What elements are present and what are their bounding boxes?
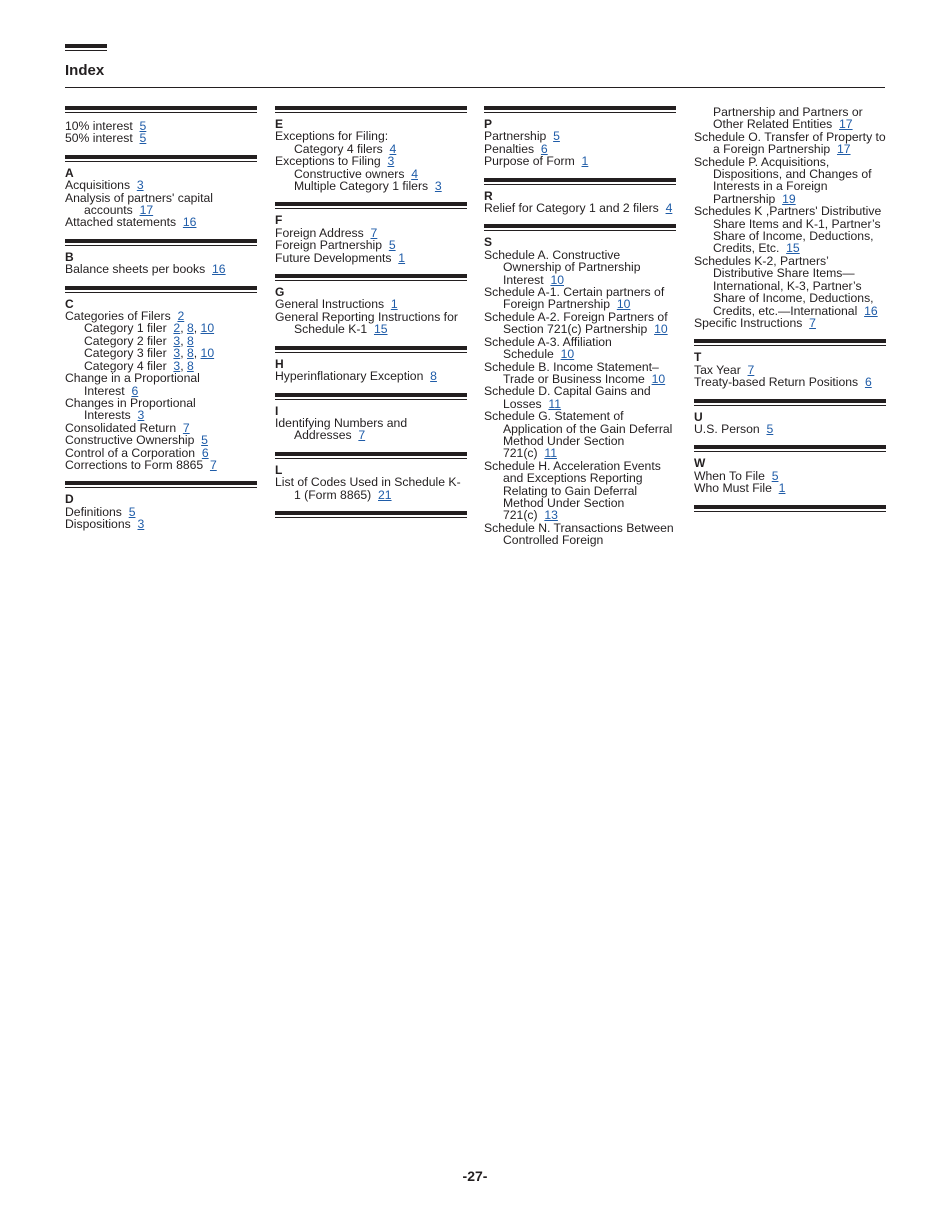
page-link[interactable]: 3 xyxy=(173,333,181,348)
page-link[interactable]: 5 xyxy=(388,238,396,253)
page-link[interactable]: 21 xyxy=(378,487,392,502)
page-link[interactable]: 3 xyxy=(173,346,181,361)
index-section-l xyxy=(275,452,467,501)
index-entry xyxy=(694,205,886,255)
entry-label: Identifying Numbers and Addresses xyxy=(275,415,408,443)
page-link[interactable]: 5 xyxy=(139,119,147,133)
page-link[interactable]: 8 xyxy=(186,333,194,348)
section-letter: A xyxy=(65,165,74,180)
page-link[interactable]: 13 xyxy=(544,508,558,523)
page-link[interactable]: 17 xyxy=(836,142,851,157)
page-link[interactable]: 1 xyxy=(390,297,398,312)
entry-label: Schedule A. Constructive Ownership of Partnership Interest xyxy=(484,247,641,287)
index-section-h xyxy=(275,346,467,383)
page-link[interactable]: 16 xyxy=(864,303,878,318)
column-end-rule xyxy=(694,505,886,512)
page-link[interactable]: 4 xyxy=(665,201,673,216)
section-letter: E xyxy=(275,117,284,131)
index-section-p xyxy=(484,106,676,168)
entry-label: Who Must File xyxy=(694,481,772,496)
page-link[interactable]: 7 xyxy=(370,225,378,240)
index-entry xyxy=(65,518,257,530)
page-link[interactable]: 11 xyxy=(544,446,557,461)
entry-label: Attached statements xyxy=(65,215,177,230)
page-link[interactable]: 1 xyxy=(398,250,406,265)
entry-label: Acquisitions xyxy=(65,178,131,193)
section-letter: B xyxy=(65,249,74,264)
entry-label: Schedule A-2. Foreign Partners of Section 721(c) Partnership xyxy=(484,309,668,337)
section-rule xyxy=(275,346,467,353)
page-link[interactable]: 8 xyxy=(186,321,194,336)
page-link[interactable]: 10 xyxy=(654,322,668,337)
entry-label: Tax Year xyxy=(694,362,741,377)
page-link[interactable]: 5 xyxy=(139,131,147,146)
title-rule xyxy=(65,87,885,88)
page-link[interactable]: 1 xyxy=(581,154,589,169)
entry-label: Schedule P. Acquisitions, Dispositions, and Changes of Interests in a Foreign Partnership xyxy=(694,154,872,206)
page-link[interactable]: 5 xyxy=(766,421,774,436)
entry-label: Schedule D. Capital Gains and Losses xyxy=(484,384,651,411)
index-entry: Category 1 filer 2, 8, 10 xyxy=(84,321,215,336)
index-entry xyxy=(484,361,676,386)
index-section-c xyxy=(65,286,257,472)
entry-label: Exceptions to Filing xyxy=(275,154,381,169)
section-letter: P xyxy=(484,117,493,131)
index-entry xyxy=(694,317,886,329)
page-link[interactable]: 7 xyxy=(209,457,217,472)
page-link[interactable]: 7 xyxy=(182,420,190,435)
entry-label: Foreign Partnership xyxy=(275,238,383,253)
entry-label: Foreign Address xyxy=(275,225,364,240)
entry-label: Corrections to Form 8865 xyxy=(65,457,204,472)
index-section-i xyxy=(275,393,467,442)
page-link[interactable]: 10 xyxy=(200,321,215,336)
index-entry xyxy=(694,106,886,131)
index-entry: Category 3 filer 3, 8, 10 xyxy=(84,346,215,361)
section-letter: S xyxy=(484,235,493,250)
index-entry: Category 4 filer 3, 8 xyxy=(84,358,194,373)
index-column-2 xyxy=(275,106,467,518)
page-link[interactable]: 10 xyxy=(200,346,215,361)
section-letter: U xyxy=(694,409,703,424)
entry-label: Schedules K ,Partners' Distributive Share Items and K-1, Partner’s Share of Income, Deductions, Credits, Etc. xyxy=(694,204,882,256)
index-entry xyxy=(65,459,257,471)
index-entry xyxy=(484,460,676,522)
index-entry xyxy=(275,180,467,192)
index-section-g xyxy=(275,274,467,336)
index-entry xyxy=(65,372,257,397)
entry-label: General Reporting Instructions for Schedule K-1 xyxy=(275,309,458,337)
page-link[interactable]: 10 xyxy=(651,371,666,386)
index-column-1 xyxy=(65,106,257,541)
entry-label: Category 4 filers xyxy=(294,141,383,156)
page-link[interactable]: 6 xyxy=(201,445,209,460)
page-link[interactable]: 8 xyxy=(430,369,437,384)
index-entry xyxy=(694,156,886,206)
page-link[interactable]: 6 xyxy=(131,383,139,398)
page-link[interactable]: 3 xyxy=(137,517,145,532)
entry-label: Schedule N. Transactions Between Controlled Foreign xyxy=(484,520,674,548)
entry-label: General Instructions xyxy=(275,297,385,312)
entry-label: Schedule A-3. Affiliation Schedule xyxy=(484,334,612,362)
page-link[interactable]: 17 xyxy=(139,203,154,218)
entry-label: Analysis of partners' capital accounts xyxy=(65,190,213,218)
section-rule xyxy=(65,286,257,293)
section-letter: T xyxy=(694,350,702,365)
section-rule xyxy=(275,106,467,113)
entry-label: Schedule O. Transfer of Property to a Foreign Partnership xyxy=(694,129,886,157)
entry-label: 10% interest xyxy=(65,119,133,133)
section-letter: D xyxy=(65,492,74,507)
column-end-rule xyxy=(275,511,467,518)
index-entry xyxy=(694,131,886,156)
section-letter: H xyxy=(275,356,284,371)
page-link[interactable]: 5 xyxy=(128,504,136,519)
entry-label: Change in a Proportional Interest xyxy=(65,371,200,398)
index-section-e xyxy=(275,106,467,192)
entry-label: Category 1 filer xyxy=(84,321,167,336)
index-section-d xyxy=(65,481,257,530)
entry-label: Partnership xyxy=(484,129,547,144)
index-entry xyxy=(65,216,257,228)
index-entry xyxy=(694,423,886,435)
page-link[interactable]: 16 xyxy=(182,215,197,230)
index-section-t xyxy=(694,339,886,388)
section-rule xyxy=(275,393,467,400)
page-link[interactable]: 3 xyxy=(173,358,181,373)
index-entry xyxy=(65,132,257,144)
section-letter: G xyxy=(275,285,285,300)
page-link[interactable]: 19 xyxy=(782,191,796,206)
page-link[interactable]: 15 xyxy=(786,241,800,256)
section-rule xyxy=(484,224,676,231)
entry-label: Purpose of Form xyxy=(484,154,575,169)
page-link[interactable]: 6 xyxy=(864,375,872,390)
section-rule xyxy=(65,106,257,113)
entry-label: Category 3 filer xyxy=(84,346,167,361)
page-link[interactable]: 4 xyxy=(389,141,397,156)
index-entry xyxy=(484,249,676,286)
index-entry xyxy=(694,482,886,494)
index-entry xyxy=(65,263,257,275)
section-rule xyxy=(694,399,886,406)
index-entry xyxy=(694,255,886,317)
section-rule xyxy=(65,481,257,488)
index-entry xyxy=(694,376,886,388)
entry-label: Schedule B. Income Statement–Trade or Business Income xyxy=(484,359,659,386)
section-letter: R xyxy=(484,188,493,203)
header-rule-thin xyxy=(65,50,107,51)
entry-label: Balance sheets per books xyxy=(65,262,206,277)
page-title: Index xyxy=(65,62,105,79)
entry-label: Constructive owners xyxy=(294,166,405,181)
entry-label: Penalties xyxy=(484,141,535,156)
entry-label: Future Developments xyxy=(275,250,392,265)
entry-label: Category 4 filer xyxy=(84,358,167,373)
section-rule xyxy=(694,445,886,452)
page-number: -27- xyxy=(462,1168,488,1184)
entry-label: Specific Instructions xyxy=(694,315,803,330)
entry-label: Schedules K-2, Partners’ Distributive Share Items—International, K-3, Partner’s Share of Income, Deductions, Credits, etc.—International xyxy=(694,253,874,318)
index-section-a xyxy=(65,155,257,229)
section-letter: I xyxy=(275,403,279,418)
page-link[interactable]: 4 xyxy=(411,166,418,181)
page-link[interactable]: 7 xyxy=(747,362,755,377)
entry-label: Schedule G. Statement of Application of the Gain Deferral Method Under Section 721(c) xyxy=(484,409,673,461)
page-link[interactable]: 16 xyxy=(212,262,226,277)
entry-label: 50% interest xyxy=(65,131,133,146)
page-link[interactable]: 7 xyxy=(358,428,366,443)
index-entry xyxy=(484,522,676,547)
entry-label: Treaty-based Return Positions xyxy=(694,375,859,390)
page-link[interactable]: 3 xyxy=(136,178,144,193)
index-entry xyxy=(484,311,676,336)
section-rule xyxy=(275,452,467,459)
entry-label: Category 2 filer xyxy=(84,333,167,348)
index-section-s xyxy=(484,224,676,546)
index-entry xyxy=(484,336,676,361)
page-link[interactable]: 8 xyxy=(186,358,194,373)
section-letter: L xyxy=(275,462,283,477)
page-link[interactable]: 5 xyxy=(553,129,560,144)
page-link[interactable]: 7 xyxy=(809,315,816,330)
index-entry: Category 2 filer 3, 8 xyxy=(84,333,194,348)
section-letter: F xyxy=(275,213,283,228)
index-column-3 xyxy=(484,106,676,557)
index-entry xyxy=(484,410,676,460)
index-section-w xyxy=(694,445,886,494)
index-section-r xyxy=(484,178,676,215)
index-entry xyxy=(484,155,676,167)
index-entry xyxy=(275,370,467,382)
entry-label: Definitions xyxy=(65,504,122,519)
page-link[interactable]: 15 xyxy=(373,322,388,337)
entry-label: Relief for Category 1 and 2 filers xyxy=(484,201,659,216)
page-link[interactable]: 17 xyxy=(839,117,853,132)
section-rule xyxy=(65,155,257,162)
index-entry xyxy=(65,192,257,217)
index-section xyxy=(65,106,257,145)
index-entry xyxy=(275,417,467,442)
entry-label: Hyperinflationary Exception xyxy=(275,369,424,384)
section-rule xyxy=(275,202,467,209)
page-link[interactable]: 1 xyxy=(778,481,786,496)
page-link[interactable]: 8 xyxy=(186,346,194,361)
entry-label: Schedule A-1. Certain partners of Foreign Partnership xyxy=(484,285,665,312)
entry-label: List of Codes Used in Schedule K-1 (Form 8865) xyxy=(275,475,461,502)
entry-label: Schedule H. Acceleration Events and Exceptions Reporting Relating to Gain Deferral Method Under Section 721(c) xyxy=(484,458,661,523)
index-entry xyxy=(275,252,467,264)
page-link[interactable]: 11 xyxy=(548,396,562,411)
index-entry xyxy=(484,202,676,214)
page-link[interactable]: 3 xyxy=(434,179,442,194)
entry-label: U.S. Person xyxy=(694,421,760,436)
entry-label: Control of a Corporation xyxy=(65,445,196,460)
page-link[interactable]: 3 xyxy=(137,408,145,423)
entry-label: Dispositions xyxy=(65,517,131,532)
page-link[interactable]: 5 xyxy=(771,468,779,483)
entry-label: Consolidated Return xyxy=(65,420,177,435)
page-link[interactable]: 6 xyxy=(540,141,548,156)
entry-label: Multiple Category 1 filers xyxy=(294,179,429,194)
page-link[interactable]: 10 xyxy=(616,297,631,312)
section-letter: W xyxy=(694,456,706,471)
section-rule xyxy=(484,106,676,113)
page-link[interactable]: 5 xyxy=(201,433,208,448)
entry-label: When To File xyxy=(694,468,765,483)
section-rule xyxy=(484,178,676,185)
page-link[interactable]: 10 xyxy=(550,272,564,287)
entry-label: Categories of Filers xyxy=(65,309,171,324)
page-link[interactable]: 2 xyxy=(177,309,185,324)
section-letter: C xyxy=(65,296,74,311)
index-column-4 xyxy=(694,106,886,512)
index-entry xyxy=(275,476,467,501)
section-rule xyxy=(65,239,257,246)
entry-label: Partnership and Partners or Other Related Entities xyxy=(713,105,863,132)
section-rule xyxy=(694,339,886,346)
page-link[interactable]: 3 xyxy=(387,154,395,169)
index-section-u xyxy=(694,399,886,436)
section-rule xyxy=(275,274,467,281)
index-entry xyxy=(484,286,676,311)
entry-label: Exceptions for Filing: xyxy=(275,129,389,144)
page-link[interactable]: 10 xyxy=(560,347,575,362)
index-entry xyxy=(484,385,676,410)
index-section-f xyxy=(275,202,467,264)
entry-label: Constructive Ownership xyxy=(65,433,195,448)
index-entry xyxy=(65,397,257,422)
index-entry xyxy=(275,311,467,336)
index-section xyxy=(694,106,886,329)
index-section-b xyxy=(65,239,257,276)
page-link[interactable]: 2 xyxy=(173,321,181,336)
header-rule-thick xyxy=(65,44,107,48)
entry-label: Changes in Proportional Interests xyxy=(65,395,196,423)
